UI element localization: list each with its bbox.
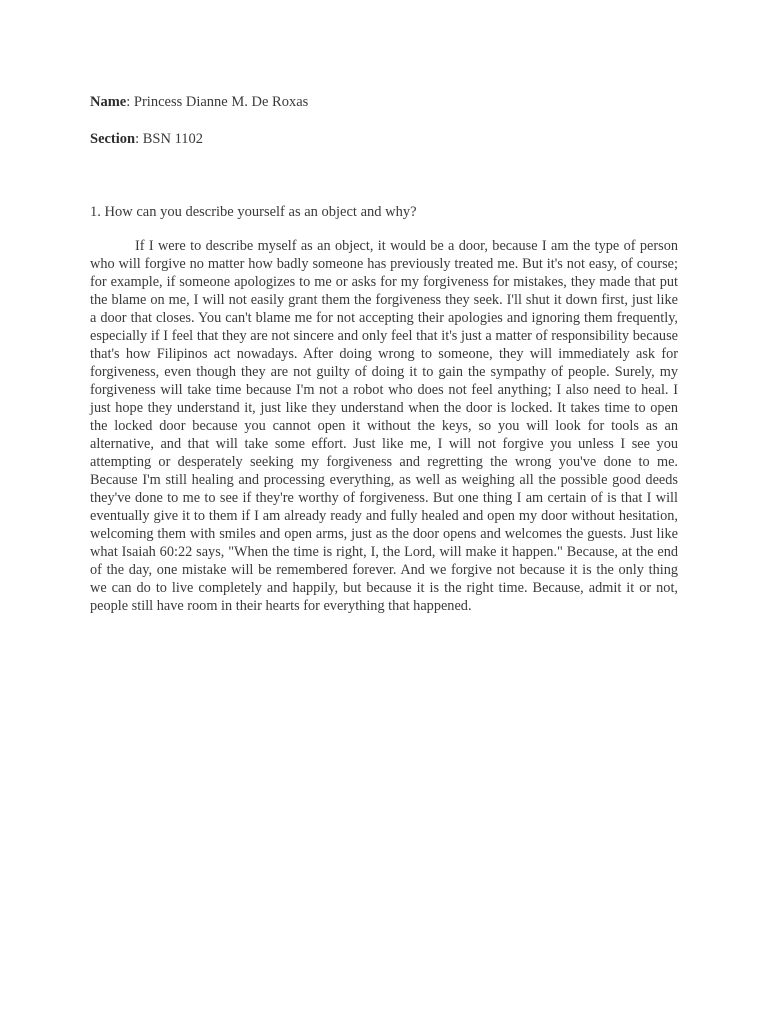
- question-text: 1. How can you describe yourself as an object and why?: [90, 204, 417, 220]
- section-label: Section: [90, 131, 136, 147]
- section-value: : BSN 1102: [135, 131, 204, 147]
- section-field: [90, 130, 203, 148]
- name-value: : Princess Dianne M. De Roxas: [126, 94, 309, 110]
- answer-paragraph: If I were to describe myself as an object, it would be a door, because I am the type of person who will forgive no matter how badly someone has previously treated me. But it's not easy, of course; for example, if someone apologizes to me or asks for my forgiveness for mistakes, they made that put the blame on me, I will not easily grant them the forgiveness they seek. I'll shut it down first, just like a door that closes. You can't blame me for not accepting their apologies and ignoring them frequently, especially if I feel that they are not sincere and only feel that it's just a matter of responsibility because that's how Filipinos act nowadays. After doing wrong to someone, they will immediately ask for forgiveness, even though they are not guilty of doing it to gain the sympathy of people. Surely, my forgiveness will take time because I'm not a robot who does not feel anything; I also need to heal. I just hope they understand it, just like they understand when the door is locked. It takes time to open the locked door because you cannot open it without the keys, so you will look for tools as an alternative, and that will take some effort. Just like me, I will not forgive you unless I see you attempting or desperately seeking my forgiveness and regretting the wrong you've done to me. Because I'm still healing and processing everything, as well as weighing all the possible good deeds they've done to me to see if they're worthy of forgiveness. But one thing I am certain of is that I will eventually give it to them if I am already ready and fully healed and open my door without hesitation, welcoming them with smiles and open arms, just as the door opens and welcomes the guests. Just like what Isaiah 60:22 says, "When the time is right, I, the Lord, will make it happen." Because, at the end of the day, one mistake will be remembered forever. And we forgive not because it is the only thing we can do to live completely and happily, but because it is the right time. Because, admit it or not, people still have room in their hearts for everything that happened.: [90, 238, 678, 614]
- name-field: [90, 93, 308, 111]
- name-label: Name: [90, 94, 127, 110]
